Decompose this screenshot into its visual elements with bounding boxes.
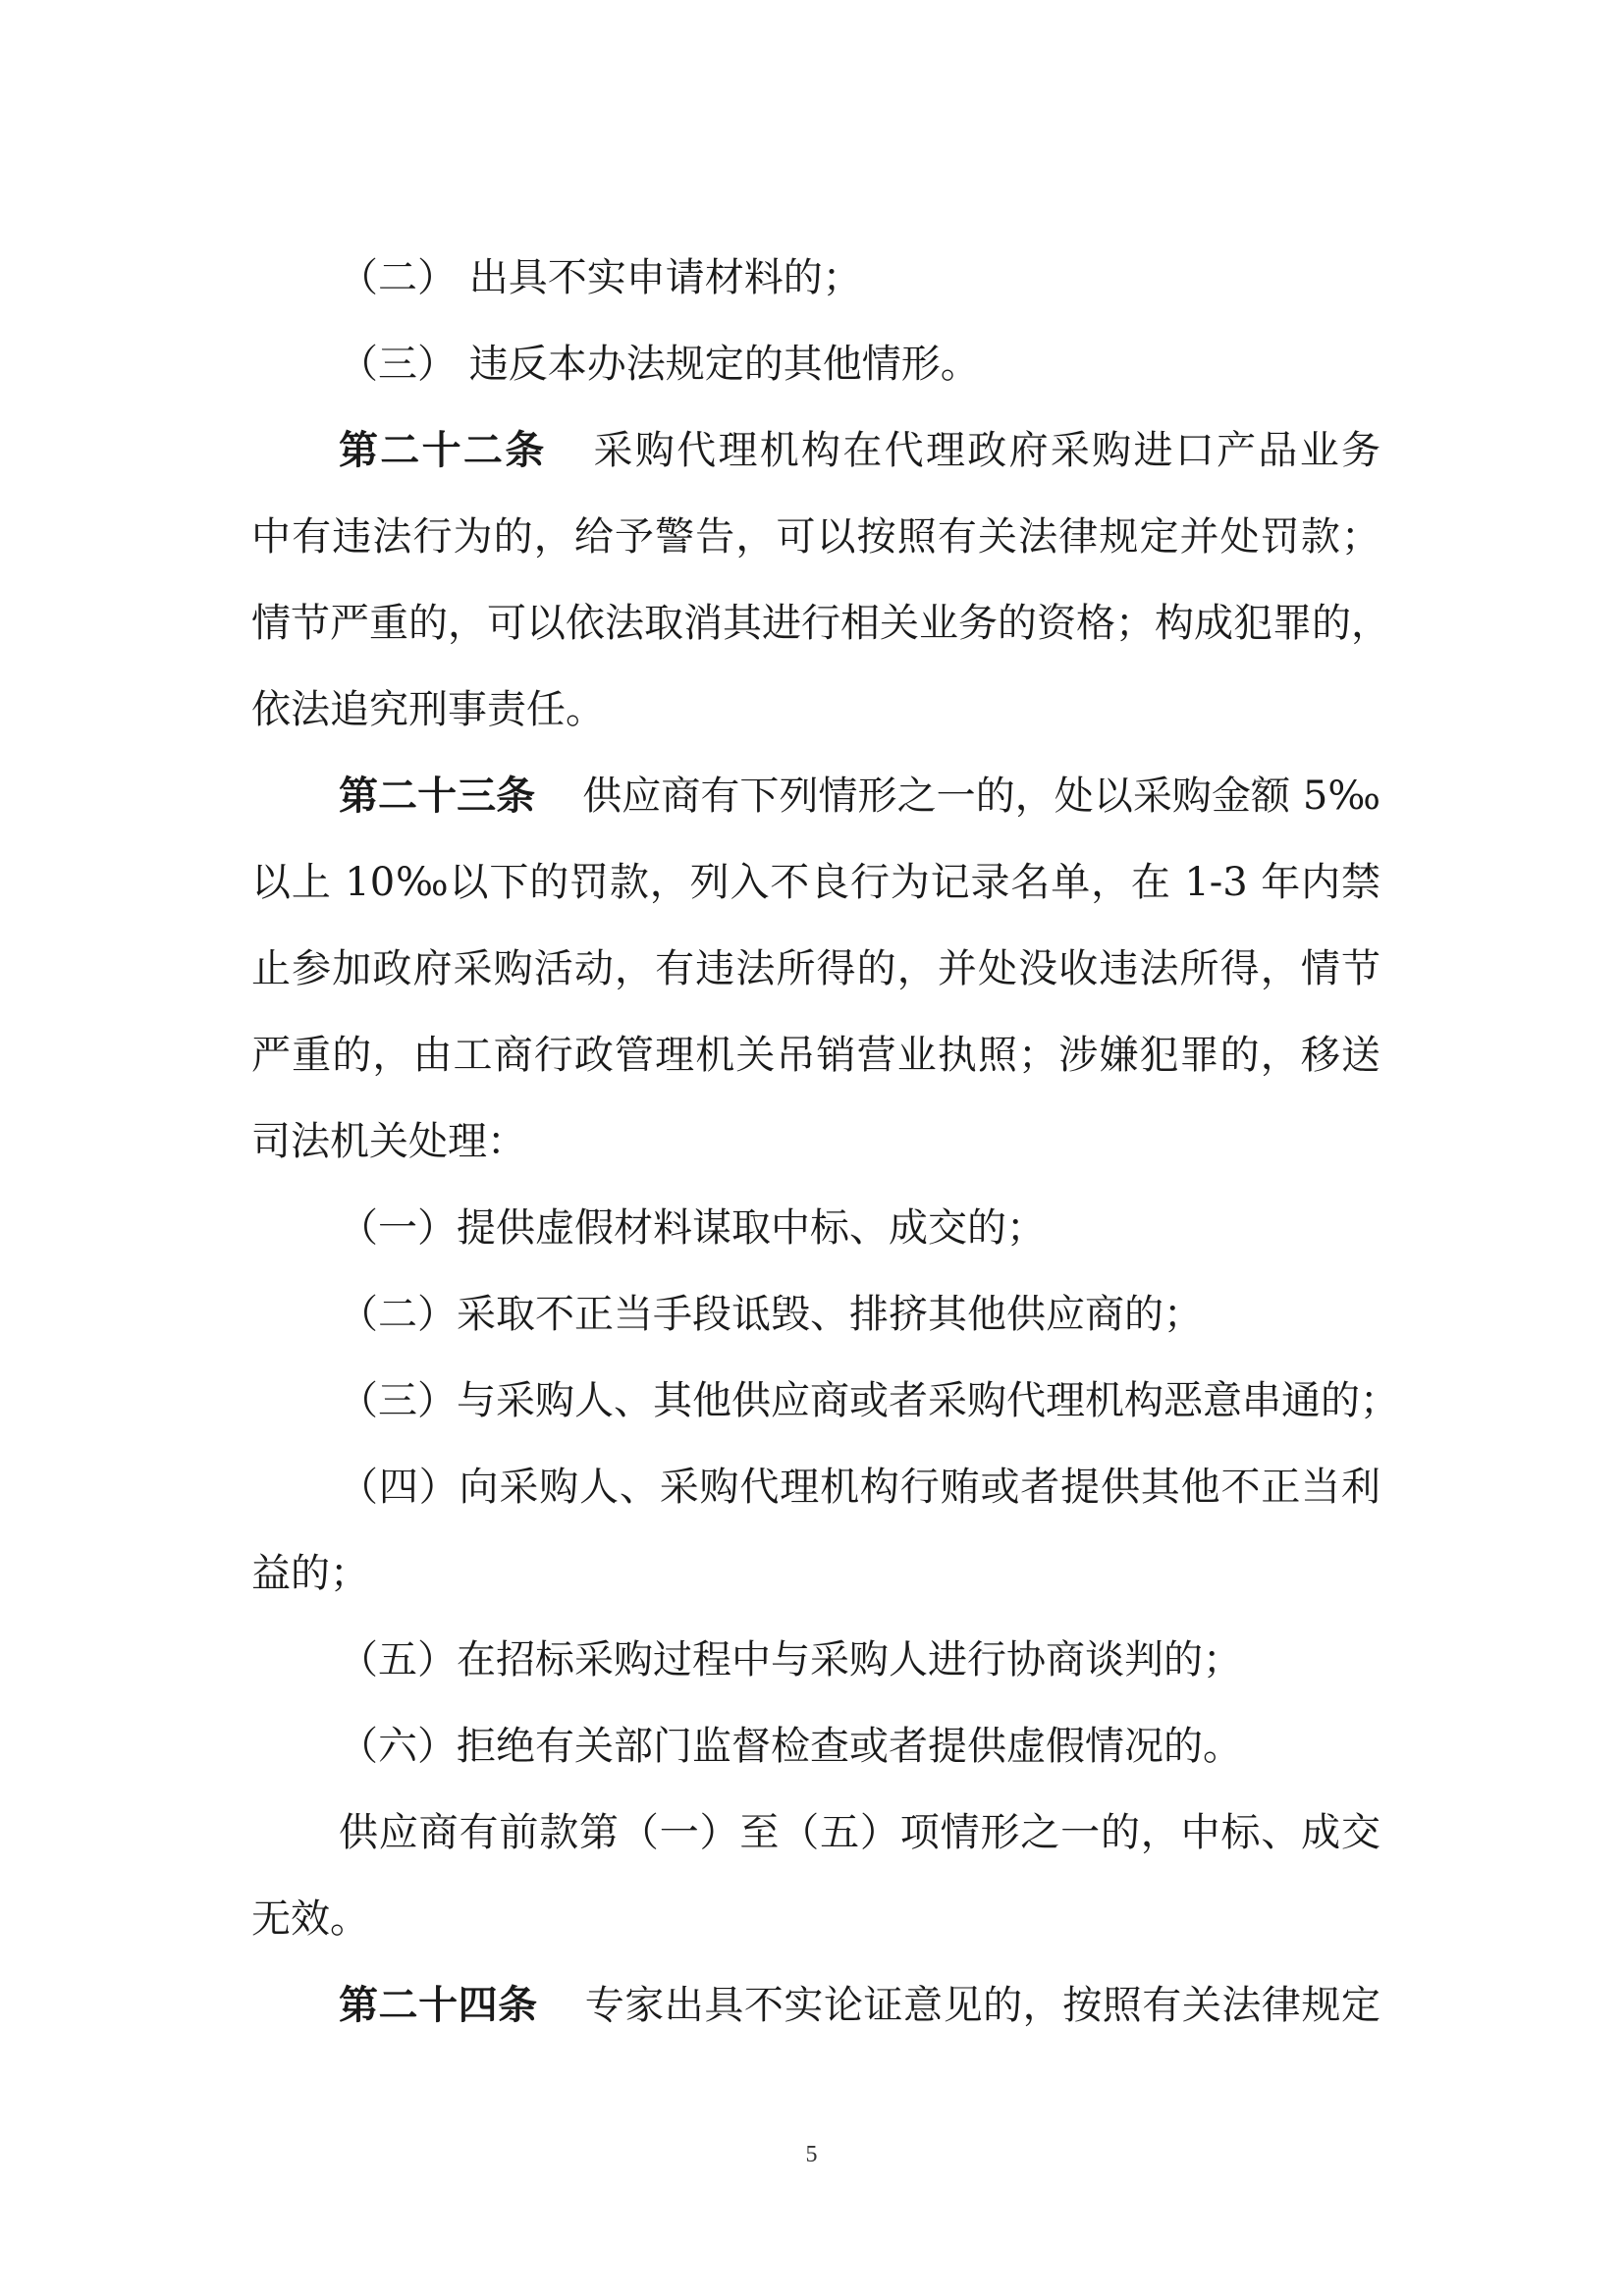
article-24-first-line — [339, 1961, 1380, 2050]
article-heading: 第二十三条 — [339, 774, 536, 819]
page-number: 5 — [805, 2142, 818, 2167]
clause-text: （三） 违反本办法规定的其他情形。 — [339, 342, 980, 387]
clause-text: （三）与采购人、其他供应商或者采购代理机构恶意串通的； — [339, 1378, 1399, 1423]
paragraph-text: 严重的，由工商行政管理机关吊销营业执照；涉嫌犯罪的，移送 — [251, 1033, 1380, 1078]
clause-text: （四）向采购人、采购代理机构行贿或者提供其他不正当利 — [339, 1465, 1380, 1510]
clause-item — [339, 1443, 1380, 1531]
paragraph-line — [251, 1097, 1380, 1186]
clause-item — [339, 1270, 1380, 1359]
paragraph-line — [251, 925, 1380, 1013]
paragraph-text: 供应商有前款第（一）至（五）项情形之一的，中标、成交 — [339, 1810, 1380, 1855]
paragraph-text: 司法机关处理： — [251, 1119, 526, 1164]
article-23-first-line — [339, 752, 1380, 840]
clause-item — [339, 1616, 1380, 1704]
clause-item — [339, 1357, 1399, 1445]
clause-item — [339, 1702, 1380, 1790]
paragraph-line — [251, 1529, 1380, 1618]
article-heading: 第二十二条 — [339, 428, 547, 473]
paragraph-text: 情节严重的，可以依法取消其进行相关业务的资格；构成犯罪的， — [251, 601, 1390, 646]
clause-item — [339, 234, 1380, 322]
paragraph-line — [251, 1011, 1380, 1099]
clause-item — [339, 1184, 1380, 1272]
clause-text: （六）拒绝有关部门监督检查或者提供虚假情况的。 — [339, 1724, 1242, 1769]
paragraph-line — [251, 838, 1380, 927]
paragraph-line — [251, 493, 1380, 581]
clause-text: （五）在招标采购过程中与采购人进行协商谈判的； — [339, 1637, 1242, 1682]
article-text: 采购代理机构在代理政府采购进口产品业务 — [593, 428, 1381, 473]
paragraph-line — [251, 666, 1380, 754]
paragraph-text: 益的； — [251, 1551, 369, 1596]
paragraph-text: 无效。 — [251, 1896, 369, 1942]
paragraph-line — [339, 1789, 1380, 1877]
paragraph-text: 以上 10‰以下的罚款，列入不良行为记录名单，在 1-3 年内禁 — [251, 860, 1380, 905]
clause-item — [339, 320, 1380, 408]
article-22-first-line — [339, 406, 1380, 495]
paragraph-text: 止参加政府采购活动，有违法所得的，并处没收违法所得，情节 — [251, 946, 1380, 991]
clause-text: （二）采取不正当手段诋毁、排挤其他供应商的； — [339, 1292, 1203, 1337]
paragraph-text: 依法追究刑事责任。 — [251, 687, 605, 732]
paragraph-line — [251, 1875, 1380, 1963]
clause-text: （一）提供虚假材料谋取中标、成交的； — [339, 1205, 1046, 1251]
paragraph-line — [251, 579, 1390, 667]
article-heading: 第二十四条 — [339, 1983, 538, 2028]
clause-text: （二） 出具不实申请材料的； — [339, 255, 862, 300]
article-text: 供应商有下列情形之一的，处以采购金额 5‰ — [582, 774, 1380, 819]
article-text: 专家出具不实论证意见的，按照有关法律规定 — [584, 1983, 1381, 2028]
paragraph-text: 中有违法行为的，给予警告，可以按照有关法律规定并处罚款； — [251, 514, 1380, 560]
